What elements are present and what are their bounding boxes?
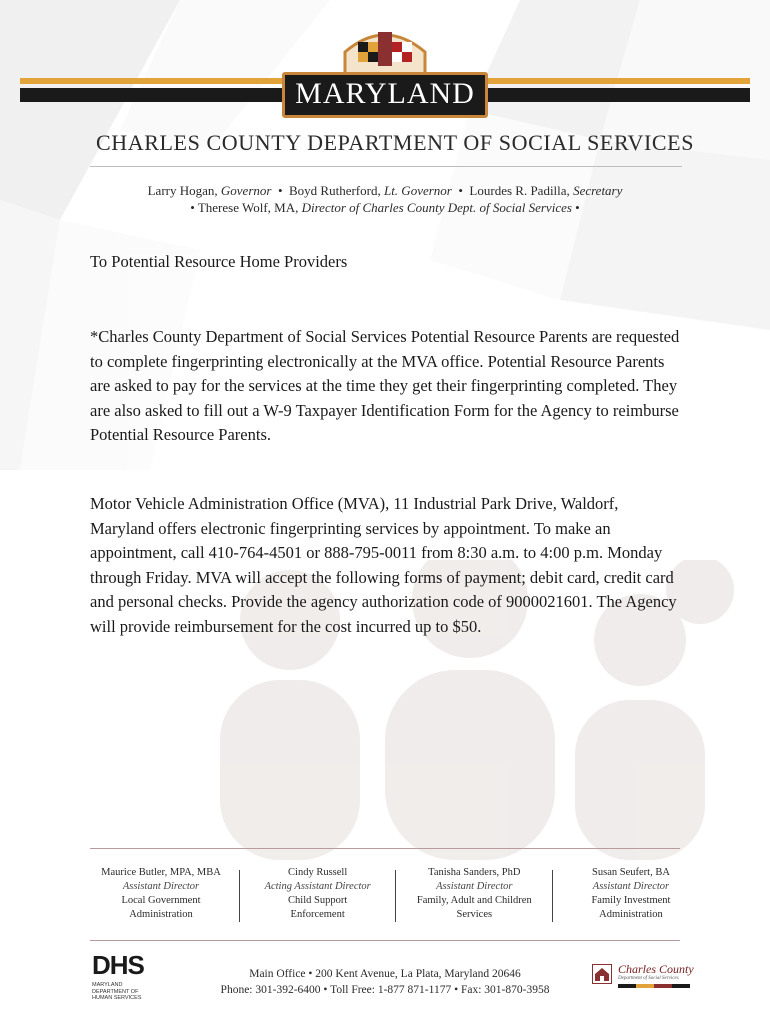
bullet-separator: • (575, 200, 580, 215)
bullet-separator: • (458, 183, 463, 198)
director-dept: Enforcement (290, 909, 345, 920)
assistant-directors (86, 866, 706, 922)
charles-county-logo (592, 962, 702, 996)
logo-wordmark-box (282, 72, 488, 118)
director-title: Acting Assistant Director (264, 881, 371, 892)
director-block (399, 866, 549, 922)
official-name: Therese Wolf, MA, (197, 200, 302, 215)
officials-line-1 (0, 182, 770, 199)
director-block (556, 866, 706, 922)
dhs-logo (92, 950, 154, 1001)
department-title: CHARLES COUNTY DEPARTMENT OF SOCIAL SERVICES (96, 130, 695, 155)
director-block (86, 866, 236, 922)
director-dept: Family, Adult and Children (416, 895, 532, 906)
director-name: Cindy Russell (288, 867, 348, 878)
maryland-logo (282, 22, 488, 118)
official-title: Director of Charles County Dept. of Social Services (301, 200, 572, 215)
director-dept: Child Support (288, 895, 348, 906)
director-name: Maurice Butler, MPA, MBA (101, 867, 221, 878)
director-name: Tanisha Sanders, PhD (428, 867, 521, 878)
official-title: Lt. Governor (383, 183, 452, 198)
director-dept: Local Government (121, 895, 201, 906)
bullet-separator: • (277, 183, 283, 198)
director-block (243, 866, 393, 922)
director-dept: Services (456, 909, 493, 920)
official-title: Governor (220, 183, 272, 198)
address-line: Main Office • 200 Kent Avenue, La Plata, Maryland 20646 (249, 968, 521, 980)
letter-paragraph-1: *Charles County Department of Social Services Potential Resource Parents are requested to complete fingerprinting electronically at the MVA office. Potential Resource Parents are asked to pay for the services at the time they get their fingerprinting completed. They are also asked to fill out a W-9 Taxpayer Identification Form for the Agency to reimburse Potential Resource Parents. (90, 327, 680, 444)
officials-line-2 (0, 199, 770, 216)
vertical-divider (552, 870, 553, 922)
letter-salutation: To Potential Resource Home Providers (90, 252, 348, 271)
county-subtitle: Department of Social Services (618, 976, 679, 981)
director-title: Assistant Director (592, 881, 670, 892)
director-dept: Administration (599, 909, 663, 920)
header-divider (90, 166, 682, 167)
county-color-bar (618, 984, 690, 988)
home-icon (593, 965, 611, 983)
county-name: Charles County (618, 962, 694, 976)
house-icon (592, 964, 612, 984)
office-address (200, 966, 570, 998)
director-dept: Administration (129, 909, 193, 920)
dhs-subtitle: MARYLAND DEPARTMENT OF HUMAN SERVICES (92, 982, 142, 1001)
footer-divider-top (90, 848, 680, 849)
officials-list (0, 182, 770, 216)
dhs-wordmark: DHS (92, 950, 144, 980)
director-title: Assistant Director (122, 881, 200, 892)
director-dept: Family Investment (591, 895, 671, 906)
director-name: Susan Seufert, BA (592, 867, 670, 878)
official-name: Boyd Rutherford, (289, 183, 384, 198)
official-name: Larry Hogan, (147, 183, 221, 198)
official-title: Secretary (573, 183, 623, 198)
logo-wordmark: MARYLAND (295, 77, 475, 110)
director-title: Assistant Director (436, 881, 513, 892)
footer-divider-bottom (90, 940, 680, 941)
vertical-divider (239, 870, 240, 922)
bullet-separator: • (190, 200, 195, 215)
phone-line: Phone: 301-392-6400 • Toll Free: 1-877 871-1177 • Fax: 301-870-3958 (220, 984, 550, 996)
vertical-divider (395, 870, 396, 922)
official-name: Lourdes R. Padilla, (469, 183, 574, 198)
letter-paragraph-2: Motor Vehicle Administration Office (MVA), 11 Industrial Park Drive, Waldorf, Maryland offers electronic fingerprinting services by appointment. To make an appointment, call 410-764-4501 or 888-795-0011 from 8:30 a.m. to 4:00 p.m. Monday through Friday. MVA will accept the following forms of payment; debit card, credit card and personal checks. Provide the agency authorization code of 9000021601. The Agency will provide reimbursement for the cost incurred up to $50. (90, 494, 677, 636)
